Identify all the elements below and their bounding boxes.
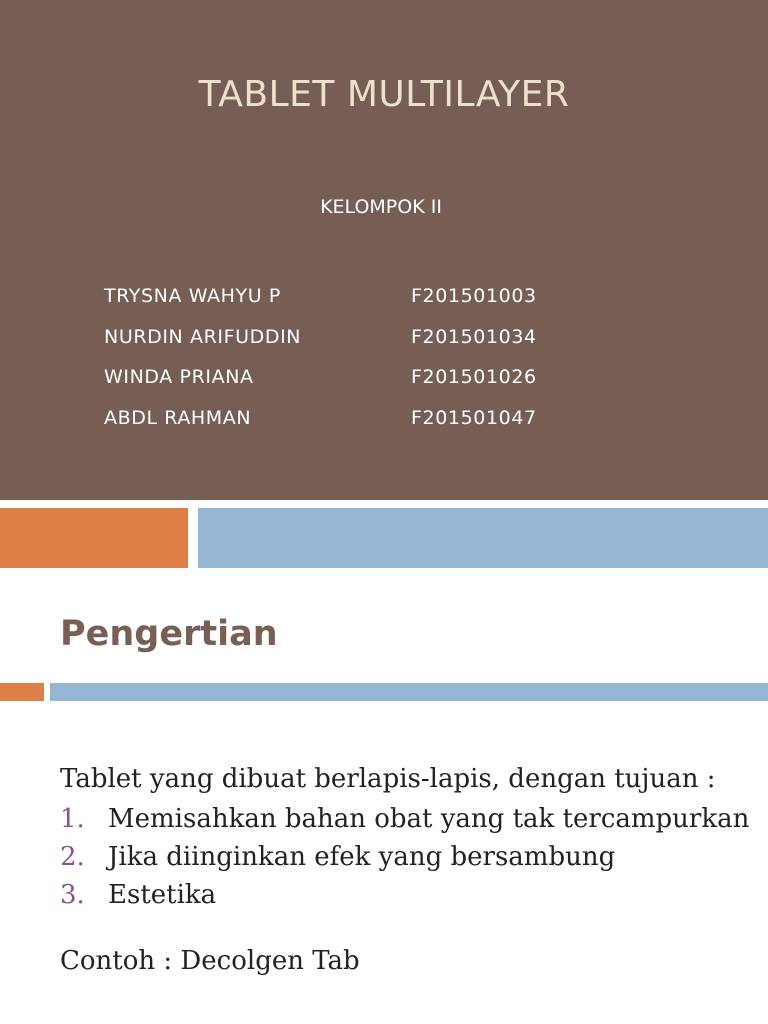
member-row [104, 317, 537, 358]
member-row [104, 276, 537, 317]
member-id: F201501026 [411, 366, 537, 389]
heading-bar-orange [0, 683, 44, 701]
section-heading: Pengertian [60, 614, 278, 654]
member-list [104, 276, 537, 438]
member-id: F201501034 [411, 325, 537, 348]
heading-bar-blue [50, 683, 768, 701]
accent-bar-orange [0, 508, 188, 568]
list-number: 2. [60, 842, 85, 872]
list-text: Memisahkan bahan obat yang tak tercampurkan [108, 804, 750, 834]
member-id: F201501047 [411, 406, 537, 429]
slide-divider [0, 500, 768, 508]
list-text: Estetika [108, 880, 217, 910]
member-name: WINDA PRIANA [104, 366, 254, 389]
list-number: 3. [60, 880, 85, 910]
group-subtitle: KELOMPOK II [320, 196, 442, 218]
accent-bar-blue [198, 508, 768, 568]
purpose-list [60, 800, 760, 914]
member-row [104, 357, 537, 398]
example-text: Contoh : Decolgen Tab [60, 946, 360, 976]
member-name: ABDL RAHMAN [104, 406, 252, 429]
member-id: F201501003 [411, 285, 537, 308]
intro-text: Tablet yang dibuat berlapis-lapis, dengan tujuan : [60, 764, 716, 794]
list-item [60, 838, 760, 876]
list-item [60, 876, 760, 914]
list-text: Jika diinginkan efek yang bersambung [108, 842, 616, 872]
title-slide [0, 0, 768, 500]
list-item [60, 800, 760, 838]
member-name: NURDIN ARIFUDDIN [104, 325, 302, 348]
list-number: 1. [60, 804, 85, 834]
definition-content [60, 760, 760, 980]
slide-title: TABLET MULTILAYER [198, 74, 570, 115]
member-name: TRYSNA WAHYU P [104, 285, 281, 308]
member-row [104, 398, 537, 439]
